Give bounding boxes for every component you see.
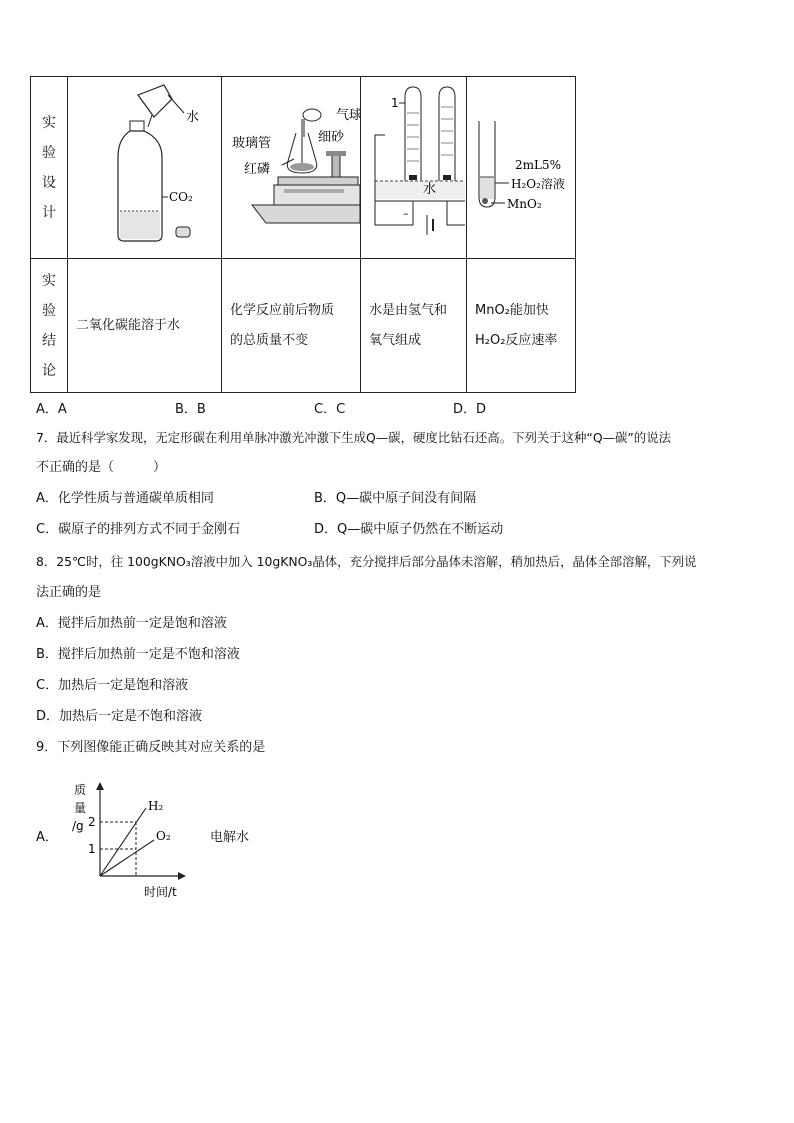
conclusion-b-line2: 的总质量不变 xyxy=(230,332,309,348)
q8-option-d[interactable]: D．加热后一定是不饱和溶液 xyxy=(36,709,203,724)
figure-b-balance-diagram xyxy=(222,77,360,254)
q7-option-c[interactable]: C．碳原子的排列方式不同于金刚石 xyxy=(36,522,241,537)
q8-option-b[interactable]: B．搅拌后加热前一定是不饱和溶液 xyxy=(36,647,240,662)
label-h2o2-solution: H₂O₂溶液 xyxy=(511,177,565,191)
graph-ylabel: 质 xyxy=(74,783,87,797)
conclusion-d-line2: H₂O₂反应速率 xyxy=(475,332,558,348)
graph-xlabel: 时间/t xyxy=(144,885,177,899)
conclusion-c xyxy=(361,259,467,393)
figure-d-cell xyxy=(467,77,576,259)
graph-ylabel: 量 xyxy=(74,801,87,815)
q9-option-a-label[interactable]: A． xyxy=(36,830,58,845)
conclusion-c-line1: 水是由氢气和 xyxy=(369,302,448,318)
label-mno2: MnO₂ xyxy=(507,197,542,211)
series-h2-line xyxy=(100,808,146,876)
q8-stem-line1: 8．25℃时，往 100gKNO₃溶液中加入 10gKNO₃晶体，充分搅拌后部分晶体未溶解，稍加热后，晶体全部溶解，下列说 xyxy=(36,554,697,569)
conclusion-d xyxy=(467,259,576,393)
row-header-conclusion xyxy=(31,259,68,393)
q9-graph-electrolysis xyxy=(66,778,196,903)
experiment-table xyxy=(30,76,576,393)
figure-c-electrolysis-diagram xyxy=(361,77,466,254)
conclusion-b xyxy=(222,259,361,393)
conclusion-d-line1: MnO₂能加快 xyxy=(475,302,549,318)
label-concentration: 2mL5% xyxy=(515,158,562,172)
header-char: 设 xyxy=(42,174,56,191)
q6-option-a[interactable]: A．A xyxy=(36,402,67,417)
conclusion-b-line1: 化学反应前后物质 xyxy=(230,302,335,318)
q6-option-d[interactable]: D．D xyxy=(453,402,487,417)
label-sand: 细砂 xyxy=(318,130,345,145)
figure-c-cell xyxy=(361,77,467,259)
header-char: 验 xyxy=(42,302,56,319)
header-char: 实 xyxy=(42,114,56,131)
q9-stem: 9．下列图像能正确反映其对应关系的是 xyxy=(36,740,266,755)
conclusion-a: 二氧化碳能溶于水 xyxy=(68,259,222,393)
series-o2-label: O₂ xyxy=(156,829,171,843)
q8-stem-line2: 法正确的是 xyxy=(36,585,102,600)
q8-option-c[interactable]: C．加热后一定是饱和溶液 xyxy=(36,678,189,693)
header-char: 实 xyxy=(42,272,56,289)
mark-one: 1 xyxy=(391,96,399,110)
row-header-design xyxy=(31,77,68,259)
graph-tick-1: 1 xyxy=(88,842,96,856)
svg-text:–: – xyxy=(403,207,409,220)
figure-d-testtube-diagram xyxy=(467,77,575,254)
q7-option-d[interactable]: D．Q—碳中原子仍然在不断运动 xyxy=(314,522,504,537)
figure-a-bottle-diagram xyxy=(68,77,221,254)
figure-a-cell xyxy=(68,77,222,259)
header-char: 验 xyxy=(42,144,56,161)
graph-ylabel: /g xyxy=(72,819,84,833)
q9-option-a-caption: 电解水 xyxy=(210,830,250,845)
header-char: 论 xyxy=(42,362,56,379)
label-co2: CO₂ xyxy=(169,190,193,204)
q7-stem-line2: 不正确的是（ ） xyxy=(36,460,167,475)
label-glass-tube: 玻璃管 xyxy=(232,136,272,151)
label-water-c: 水 xyxy=(423,182,437,197)
label-red-phosphorus: 红磷 xyxy=(244,162,271,177)
series-h2-label: H₂ xyxy=(148,799,164,813)
q6-option-c[interactable]: C．C xyxy=(314,402,346,417)
header-char: 计 xyxy=(42,204,56,221)
header-char: 结 xyxy=(42,332,56,349)
q6-option-b[interactable]: B．B xyxy=(175,402,206,417)
series-o2-line xyxy=(100,840,154,876)
q7-option-b[interactable]: B．Q—碳中原子间没有间隔 xyxy=(314,491,477,506)
q7-option-a[interactable]: A．化学性质与普通碳单质相同 xyxy=(36,491,214,506)
figure-b-cell xyxy=(222,77,361,259)
label-balloon: 气球 xyxy=(336,108,360,123)
graph-tick-2: 2 xyxy=(88,815,96,829)
q7-stem-line1: 7．最近科学家发现，无定形碳在利用单脉冲激光冲激下生成Q—碳，硬度比钻石还高。下列关于这种“Q—碳”的说法 xyxy=(36,430,671,445)
label-water: 水 xyxy=(186,110,200,125)
q8-option-a[interactable]: A．搅拌后加热前一定是饱和溶液 xyxy=(36,616,227,631)
conclusion-c-line2: 氧气组成 xyxy=(369,332,422,348)
